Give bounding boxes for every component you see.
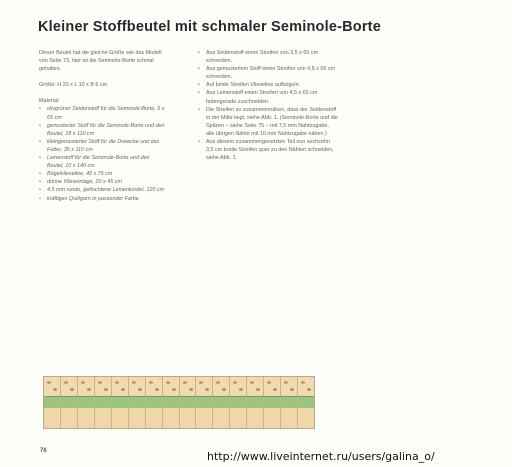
- materials-item: • Bügelvlieseline, 40 x 75 cm: [39, 170, 167, 178]
- materials-item: • olivgrüner Seidenstoff für die Seminole-Borte, 5 x 65 cm: [39, 105, 167, 121]
- materials-item: • Leinenstoff für die Seminole-Borte und den Beutel, 10 x 140 cm: [39, 154, 167, 170]
- intro-paragraph: Dieser Beutel hat die gleiche Größe wie das Modell von Seite 73, hier ist die Seminole-Borte schmal gehalten.: [39, 50, 162, 73]
- source-url-watermark: http://www.liveinternet.ru/users/galina_o/: [207, 450, 435, 463]
- page-title: Kleiner Stoffbeutel mit schmaler Seminole-Borte: [38, 19, 381, 35]
- materials-heading: Material:: [39, 98, 60, 105]
- step-item: • Aus gemustertem Stoff einen Streifen von 4,5 x 65 cm schneiden.: [198, 65, 338, 81]
- materials-item: • dünne Vlieseinlage, 20 x 45 cm: [39, 178, 167, 186]
- step-item: • Aus Leinenstoff einen Streifen von 4,5 x 65 cm fadengerade zuschneiden.: [198, 89, 338, 105]
- left-column: [39, 49, 167, 203]
- materials-item: • kleingemusterter Stoff für die Dreiecke und das Futter, 35 x 110 cm: [39, 138, 167, 154]
- step-item: • Aus diesem zusammengesetzten Teil nun sechzehn 3,5 cm breite Streifen quer zu den Nähten schneiden, siehe Abb. 1.: [198, 138, 338, 162]
- materials-item: • 4,5 mm runde, gefiochtene Leinenkordel, 120 cm: [39, 186, 167, 194]
- right-column: [198, 49, 338, 162]
- materials-item: • gemusterter Stoff für die Seminole-Borte und den Beutel, 18 x 110 cm: [39, 122, 167, 138]
- materials-item: • kräftiges Quiltgarn in passender Farbe: [39, 195, 167, 203]
- page-number: 76: [40, 448, 47, 454]
- linen-fabric-strip: [44, 408, 314, 428]
- step-item: • Auf beide Streifen Vlieseline aufbügeln.: [198, 81, 338, 89]
- step-item: • Die Streifen so zusammennähen, dass der Seidenstoff in der Mitte liegt, siehe Abb. 1. (Seminole-Borte und die Spitzen – siehe Seite 75 – mit 7,5 mm Nahtzugabe, alle übrigen Nähte mit 10 mm Nahtzugabe nähen.): [198, 106, 338, 138]
- materials-list: [39, 105, 167, 202]
- patterned-fabric-strip: [44, 377, 314, 396]
- seminole-strip-illustration: [43, 376, 315, 429]
- step-item: • Aus Seidenstoff einen Streifen von 3,5 x 65 cm schneiden.: [198, 49, 338, 65]
- steps-list: [198, 49, 338, 162]
- size-line: Größe: H 20 x L 10 x B 6 cm: [39, 82, 108, 89]
